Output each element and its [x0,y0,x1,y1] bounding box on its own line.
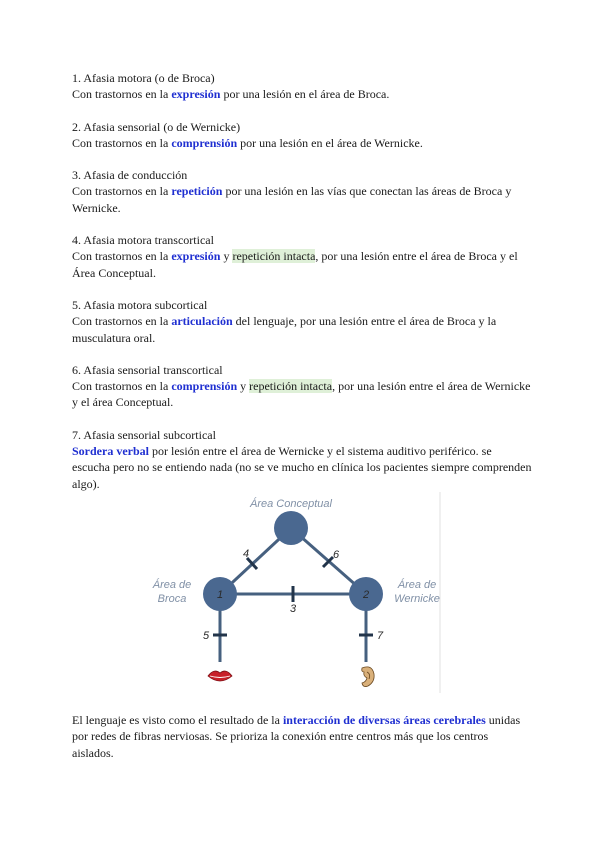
section-title: 1. Afasia motora (o de Broca) [72,71,215,85]
keyword: comprensión [171,379,238,394]
section-body: Con trastornos en la expresión por una lesión en el área de Broca. [72,87,390,102]
section-sensorial-subcortical [72,427,532,492]
section-sensorial-transcortical [72,362,532,411]
label-conceptual: Área Conceptual [250,498,332,510]
conclusion-paragraph: El lenguaje es visto como el resultado de la interacción de diversas áreas cerebrales unidas por redes de fibras nerviosas. Se prioriza la conexión entre centros más que los centros aislados. [72,713,521,760]
label-broca-2: Broca [157,593,187,605]
num-5: 5 [202,630,210,642]
num-1: 1 [216,589,224,601]
lips-icon [208,671,232,681]
num-7: 7 [376,630,384,642]
section-body: Sordera verbal por lesión entre el área de Wernicke y el sistema auditivo periférico. se escucha pero no se entiendo nada (no se ve mucho en clínica los pacientes siempre comprenden algo). [72,444,532,491]
keyword: interacción de diversas áreas cerebrales [282,713,486,727]
section-title: 7. Afasia sensorial subcortical [72,427,216,442]
num-6: 6 [332,549,340,561]
num-2: 2 [362,589,370,601]
keyword: articulación [171,314,233,329]
highlight: repetición intacta [249,379,333,394]
section-motora-subcortical [72,297,532,346]
section-body: Con trastornos en la articulación del lenguaje, por una lesión entre el área de Broca y la musculatura oral. [72,314,497,345]
keyword: repetición [171,184,223,199]
section-title: 4. Afasia motora transcortical [72,233,214,248]
section-body: Con trastornos en la repetición por una lesión en las vías que conectan las áreas de Broca y Wernicke. [72,184,512,215]
section-body: Con trastornos en la comprensión por una lesión en el área de Wernicke. [72,135,423,150]
section-broca [72,70,532,103]
section-title: 6. Afasia sensorial transcortical [72,362,223,377]
section-body: Con trastornos en la expresión y repetición intacta, por una lesión entre el área de Broca y el Área Conceptual. [72,249,518,280]
section-title: 5. Afasia motora subcortical [72,297,208,312]
section-wernicke [72,119,532,152]
label-broca-1: Área de [152,579,192,591]
aphasia-list [72,70,532,508]
section-body: Con trastornos en la comprensión y repetición intacta, por una lesión entre el área de Wernicke y el área Conceptual. [72,379,531,410]
label-wernicke-2: Wernicke [394,593,440,605]
section-title: 2. Afasia sensorial (o de Wernicke) [72,119,241,134]
keyword: expresión [171,87,221,102]
highlight: repetición intacta [232,249,316,264]
section-title: 3. Afasia de conducción [72,168,188,183]
keyword: comprensión [171,135,238,150]
node-conceptual [274,511,308,545]
language-model-diagram [140,490,450,695]
section-motora-transcortical [72,232,532,281]
keyword: expresión [171,249,221,264]
label-wernicke-1: Área de [397,579,437,591]
num-4: 4 [242,548,250,560]
num-3: 3 [289,603,297,615]
ear-icon [362,667,374,687]
section-conduccion [72,167,532,216]
keyword: Sordera verbal [72,444,149,459]
